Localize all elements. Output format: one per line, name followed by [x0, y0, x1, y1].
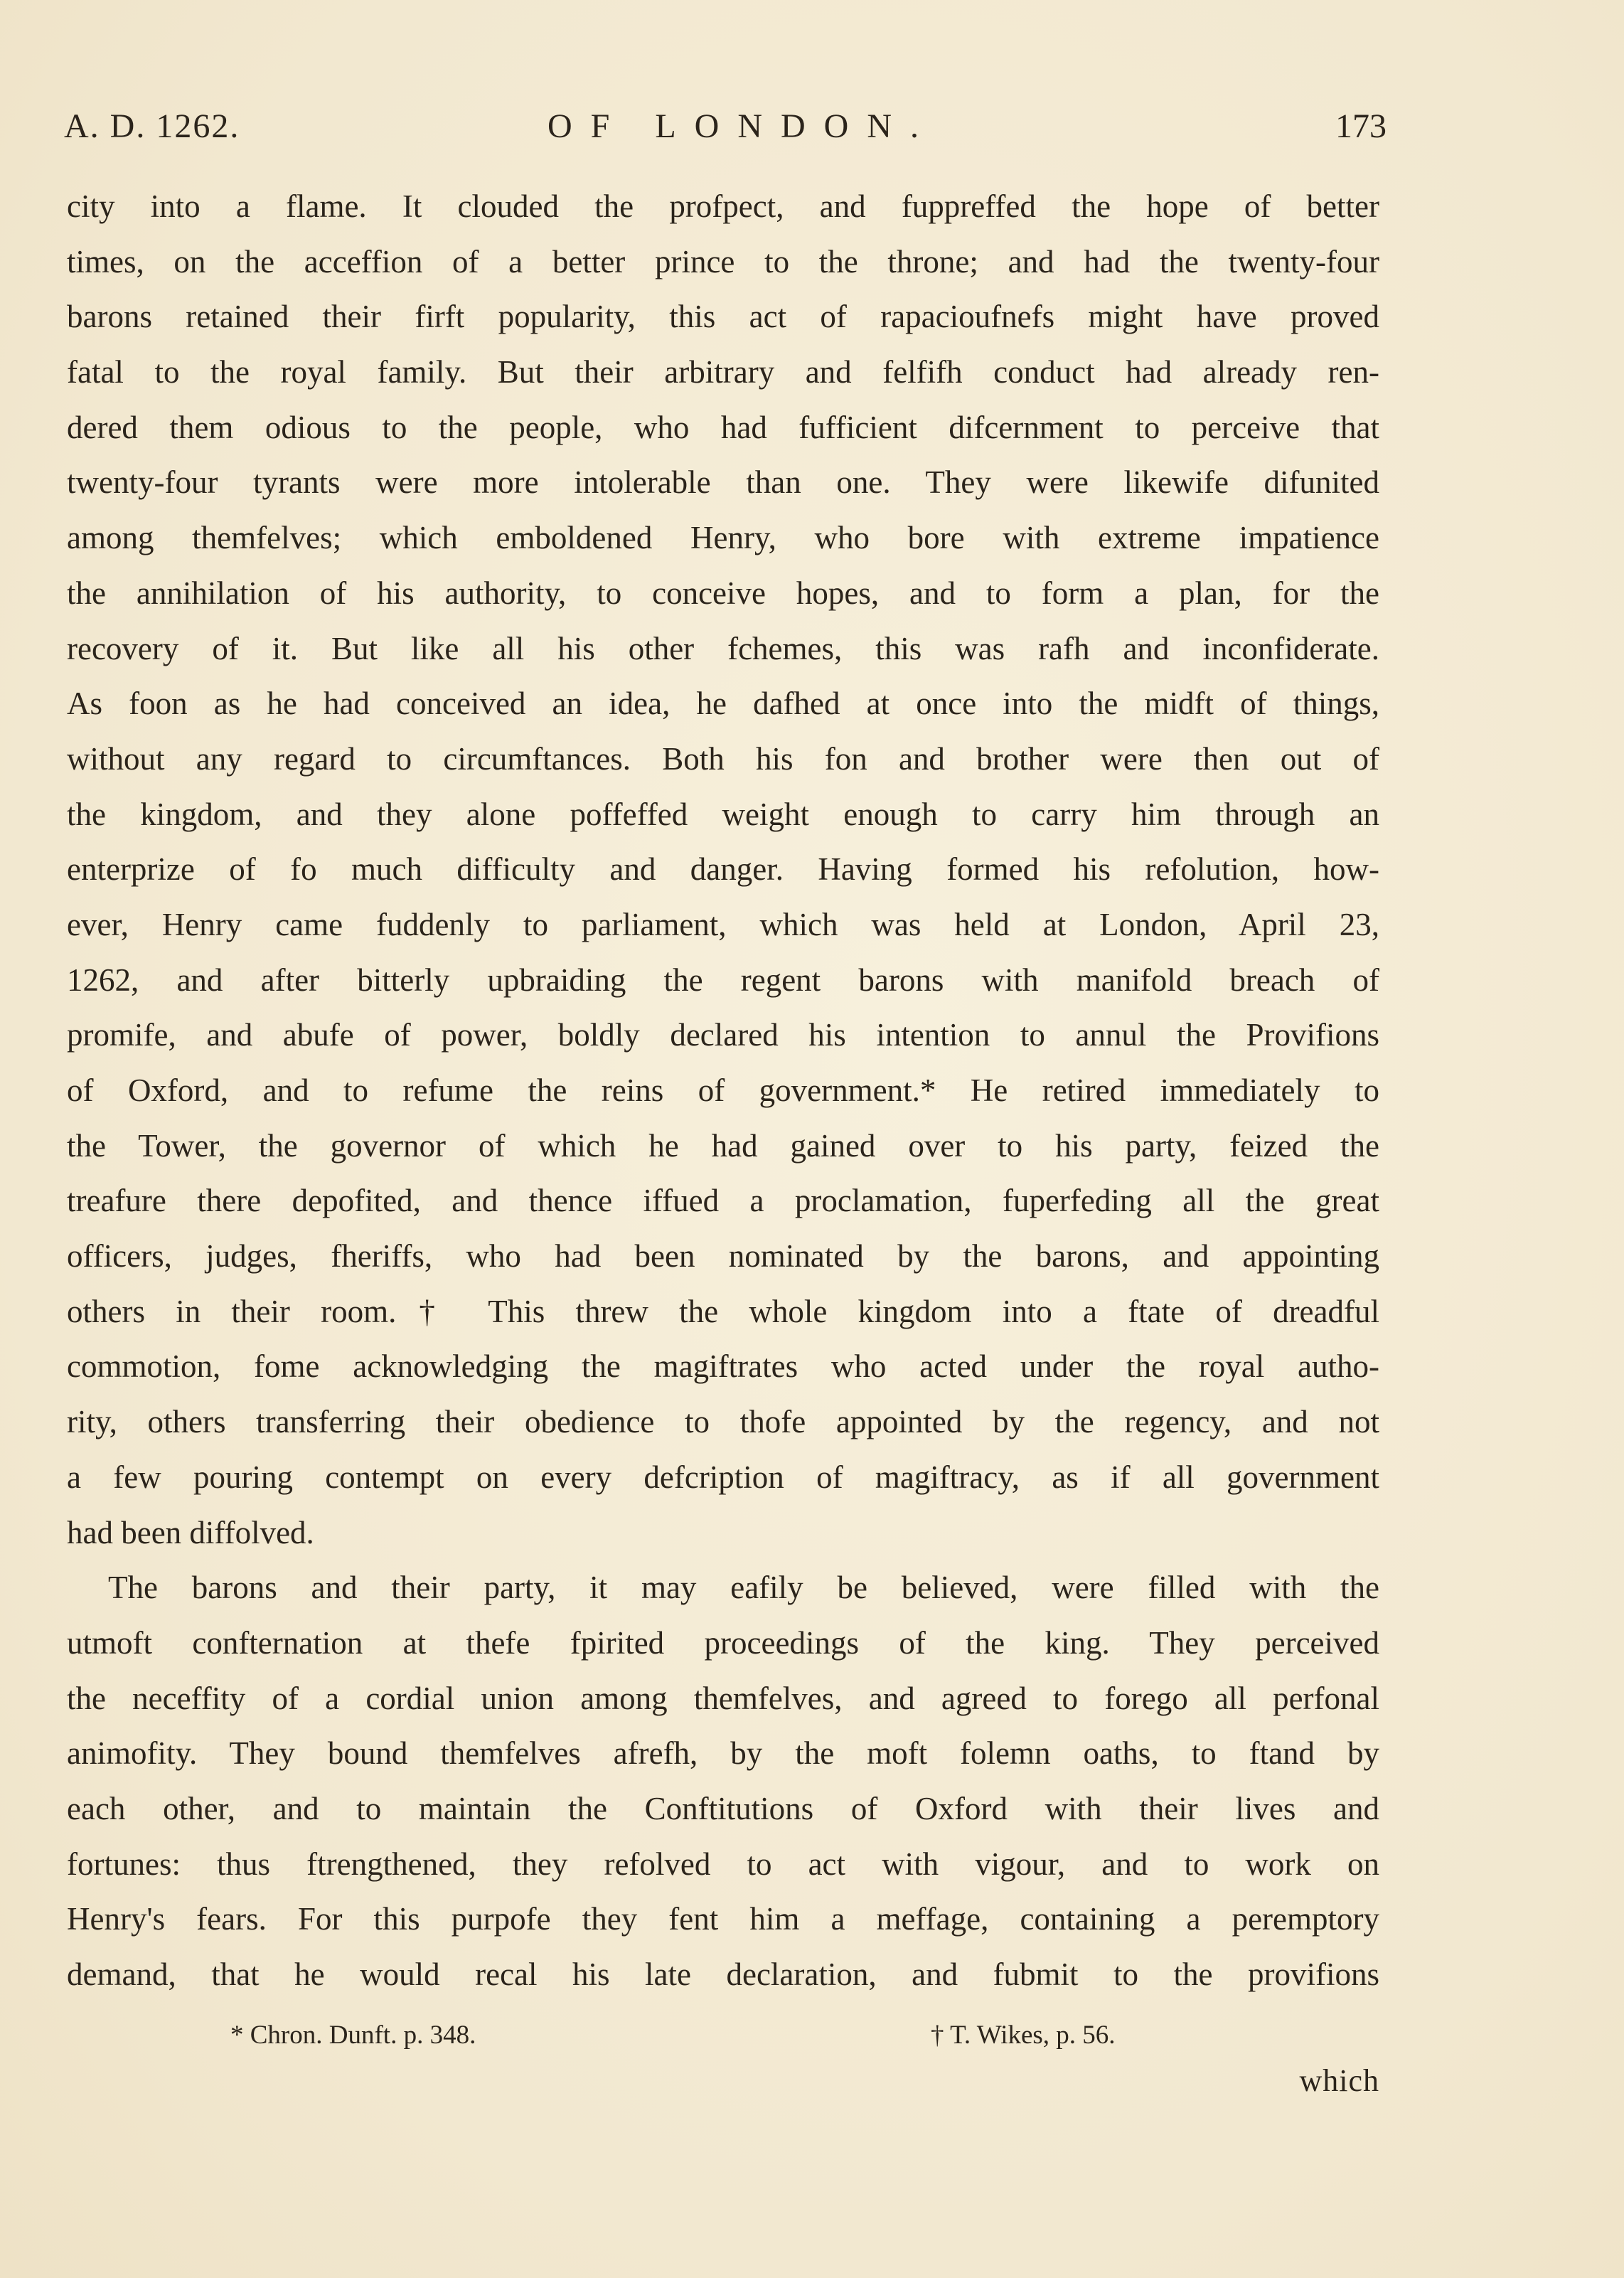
text-line: demand, that he would recal his late declaration, and fubmit to the provifions — [67, 1957, 1379, 1992]
text-line: a few pouring contempt on every defcription of magiftracy, as if all government — [67, 1459, 1379, 1495]
text-line: ever, Henry came fuddenly to parliament, which was held at London, April 23, — [67, 906, 1379, 942]
text-line: rity, others transferring their obedience to thofe appointed by the regency, and not — [67, 1404, 1379, 1440]
text-line: treafure there depofited, and thence iffued a proclamation, fuperfeding all the great — [67, 1183, 1379, 1219]
text-line: among themfelves; which emboldened Henry, who bore with extreme impatience — [67, 520, 1379, 556]
running-header — [64, 107, 1387, 156]
text-line: the neceffity of a cordial union among themfelves, and agreed to forego all perfonal — [67, 1680, 1379, 1716]
text-line: of Oxford, and to refume the reins of government.* He retired immediately to — [67, 1073, 1379, 1108]
text-line: the annihilation of his authority, to conceive hopes, and to form a plan, for the — [67, 575, 1379, 611]
footnote-1: * Chron. Dunft. p. 348. — [230, 2021, 476, 2050]
text-line: dered them odious to the people, who had fufficient difcernment to perceive that — [67, 409, 1379, 445]
text-line: As foon as he had conceived an idea, he dafhed at once into the midft of things, — [67, 686, 1379, 722]
text-line: recovery of it. But like all his other fchemes, this was rafh and inconfiderate. — [67, 630, 1379, 666]
text-line: commotion, fome acknowledging the magiftrates who acted under the royal autho- — [67, 1348, 1379, 1385]
text-line: animofity. They bound themfelves afrefh, by the moft folemn oaths, to ftand by — [67, 1735, 1379, 1772]
text-line: Henry's fears. For this purpofe they fent him a meffage, containing a peremptory — [67, 1901, 1379, 1937]
footnotes — [67, 2020, 1379, 2063]
header-title: OF LONDON. — [547, 107, 937, 145]
text-line: times, on the acceffion of a better prince to the throne; and had the twenty-four — [67, 243, 1379, 280]
text-line: without any regard to circumftances. Both his fon and brother were then out of — [67, 740, 1379, 777]
text-line: each other, and to maintain the Conftitutions of Oxford with their lives and — [67, 1790, 1379, 1826]
body-text — [67, 179, 1379, 2003]
page-number: 173 — [1335, 107, 1387, 145]
paragraph-end-line: had been diffolved. — [67, 1514, 314, 1550]
text-line: fortunes: thus ftrengthened, they refolved to act with vigour, and to work on — [67, 1846, 1379, 1882]
text-line: city into a flame. It clouded the profpect, and fuppreffed the hope of better — [67, 188, 1379, 224]
catchword: which — [1299, 2063, 1379, 2098]
text-line: utmoft confternation at thefe fpirited proceedings of the king. They perceived — [67, 1624, 1379, 1661]
text-line: promife, and abufe of power, boldly declared his intention to annul the Provifions — [67, 1017, 1379, 1053]
text-line: officers, judges, fheriffs, who had been nominated by the barons, and appointing — [67, 1238, 1379, 1274]
paragraph-start-line: The barons and their party, it may eafily be believed, were filled with the — [108, 1570, 1379, 1606]
text-line: fatal to the royal family. But their arbitrary and felfifh conduct had already ren- — [67, 354, 1379, 390]
text-line: the kingdom, and they alone poffeffed weight enough to carry him through an — [67, 796, 1379, 832]
text-line: barons retained their firft popularity, this act of rapacioufnefs might have proved — [67, 299, 1379, 335]
text-line: enterprize of fo much difficulty and danger. Having formed his refolution, how- — [67, 851, 1379, 888]
text-line: 1262, and after bitterly upbraiding the regent barons with manifold breach of — [67, 962, 1379, 998]
text-line: others in their room.† This threw the whole kingdom into a ftate of dreadful — [67, 1293, 1379, 1329]
header-date: A. D. 1262. — [64, 107, 240, 145]
text-line: twenty-four tyrants were more intolerable than one. They were likewife difunited — [67, 464, 1379, 501]
footnote-2: † T. Wikes, p. 56. — [931, 2021, 1116, 2050]
text-line: the Tower, the governor of which he had gained over to his party, feized the — [67, 1127, 1379, 1164]
